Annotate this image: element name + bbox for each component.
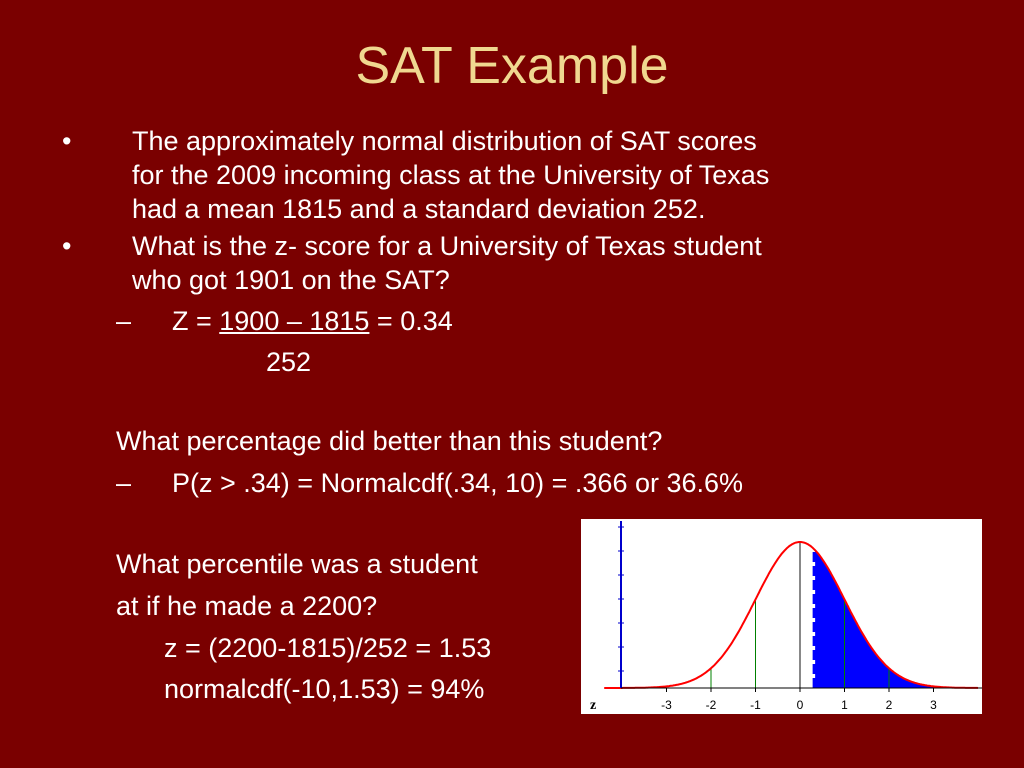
normal-curve-svg <box>581 519 982 714</box>
bullet-1-line-1: The approximately normal distribution of SAT scores <box>132 126 757 156</box>
dash-marker-1: – <box>116 306 132 336</box>
z-numerator: 1900 – 1815 <box>219 306 370 336</box>
x-tick-label: 2 <box>885 698 893 712</box>
x-tick-label: 0 <box>796 698 804 712</box>
calc-line-2: normalcdf(-10,1.53) = 94% <box>164 674 485 704</box>
z-result: = 0.34 <box>369 306 453 336</box>
question-percentage: What percentage did better than this student? <box>116 426 663 456</box>
x-tick-label: -1 <box>750 698 761 712</box>
percentile-question-line-1: What percentile was a student <box>116 549 478 579</box>
slide-title: SAT Example <box>355 37 669 95</box>
bullet-1-line-2: for the 2009 incoming class at the University of Texas <box>132 160 770 190</box>
x-tick-label: 3 <box>930 698 937 712</box>
bullet-2-line-1: What is the z- score for a University of Texas student <box>132 231 762 261</box>
x-tick-label: -3 <box>661 698 672 712</box>
bullet-1-line-3: had a mean 1815 and a standard deviation 252. <box>132 194 706 224</box>
x-tick-label: 1 <box>841 698 848 712</box>
x-tick-label: -2 <box>705 698 717 712</box>
normal-curve-figure <box>581 519 982 714</box>
shaded-region <box>815 550 978 688</box>
dash-marker-2: – <box>116 468 132 498</box>
percentile-question-line-2: at if he made a 2200? <box>116 591 378 621</box>
z-prefix: Z = <box>172 306 220 336</box>
z-formula <box>172 305 453 339</box>
z-denominator: 252 <box>266 347 312 377</box>
bullet-marker-1: • <box>62 126 72 156</box>
bullet-marker-2: • <box>62 231 72 261</box>
calc-line-1: z = (2200-1815)/252 = 1.53 <box>164 633 492 663</box>
probability-line: P(z > .34) = Normalcdf(.34, 10) = .366 or 36.6% <box>172 468 744 498</box>
bullet-2-line-2: who got 1901 on the SAT? <box>132 265 450 295</box>
axis-variable-label: z <box>590 698 597 713</box>
normal-curve <box>604 542 978 688</box>
